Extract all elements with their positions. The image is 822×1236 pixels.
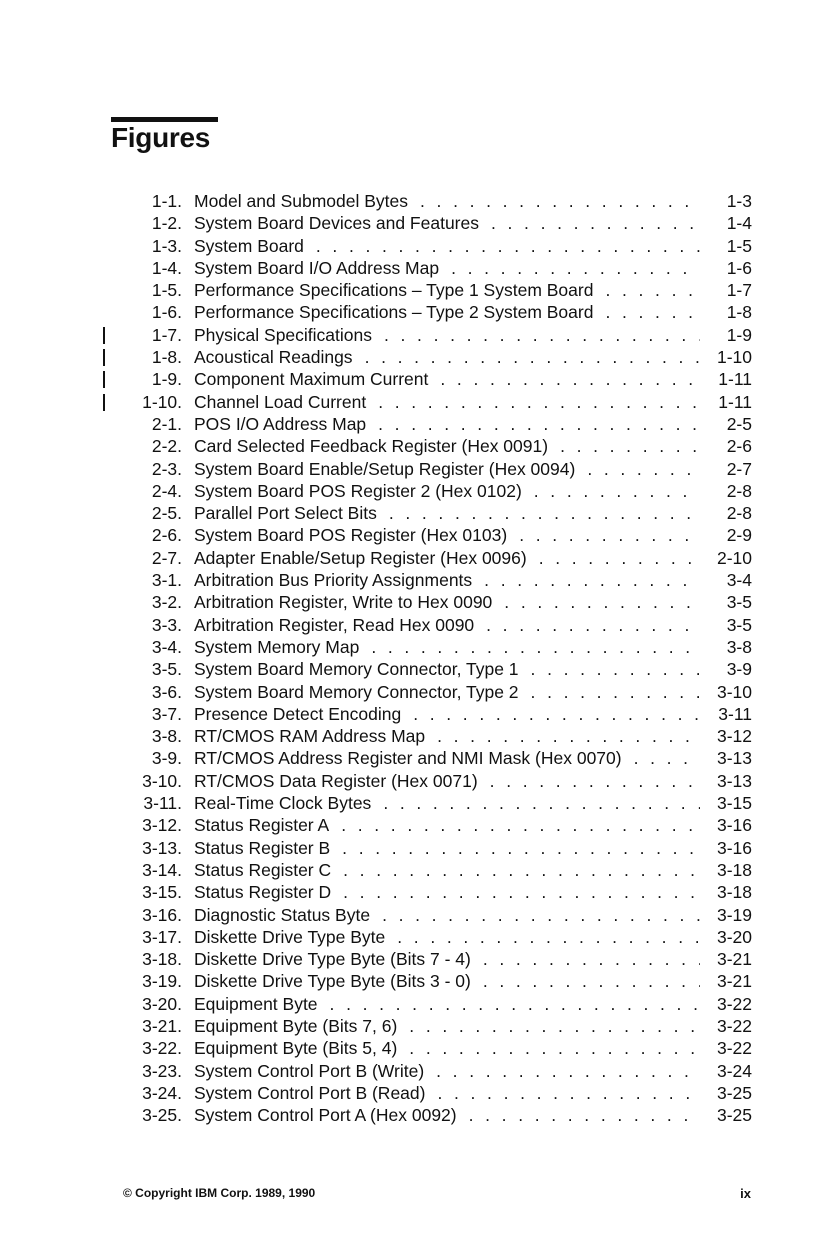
figure-title: Adapter Enable/Setup Register (Hex 0096) bbox=[194, 547, 527, 568]
figure-title: Arbitration Bus Priority Assignments bbox=[194, 570, 473, 591]
figure-number: 3-7. bbox=[151, 703, 182, 724]
figure-number: 3-17. bbox=[142, 926, 182, 947]
dot-leader bbox=[634, 747, 700, 769]
dot-leader bbox=[440, 368, 700, 390]
dot-leader bbox=[451, 257, 700, 279]
dot-leader bbox=[483, 970, 700, 992]
figure-page: 1-6 bbox=[726, 257, 752, 278]
figure-title: Presence Detect Encoding bbox=[194, 703, 402, 724]
figure-number: 3-4. bbox=[151, 636, 182, 657]
figure-entry[interactable] bbox=[100, 368, 760, 390]
figure-title: POS I/O Address Map bbox=[194, 413, 367, 434]
figure-page: 3-16 bbox=[716, 837, 752, 858]
figure-page: 3-12 bbox=[716, 726, 752, 747]
figure-number: 3-9. bbox=[151, 748, 182, 769]
figure-entry[interactable] bbox=[100, 524, 760, 546]
figure-page: 3-9 bbox=[726, 659, 752, 680]
figure-title: RT/CMOS Address Register and NMI Mask (Hex 0070) bbox=[194, 748, 622, 769]
dot-leader bbox=[382, 904, 700, 926]
figure-title: Status Register D bbox=[194, 882, 332, 903]
figure-number: 2-1. bbox=[151, 413, 182, 434]
dot-leader bbox=[436, 1060, 700, 1082]
page-title: Figures bbox=[111, 122, 211, 153]
dot-leader bbox=[490, 770, 700, 792]
figure-entry[interactable] bbox=[100, 1060, 760, 1082]
figure-entry[interactable] bbox=[100, 279, 760, 301]
dot-leader bbox=[420, 190, 700, 212]
figure-number: 3-16. bbox=[142, 904, 182, 925]
figure-title: Diskette Drive Type Byte (Bits 7 - 4) bbox=[194, 949, 471, 970]
figure-entry[interactable] bbox=[100, 970, 760, 992]
figure-title: Arbitration Register, Read Hex 0090 bbox=[194, 614, 475, 635]
dot-leader bbox=[491, 212, 700, 234]
figure-number: 2-6. bbox=[151, 525, 182, 546]
figure-entry[interactable] bbox=[100, 301, 760, 323]
figure-page: 3-19 bbox=[716, 904, 752, 925]
figure-page: 2-8 bbox=[726, 503, 752, 524]
copyright-notice: © Copyright IBM Corp. 1989, 1990 bbox=[123, 1186, 316, 1200]
figure-page: 3-16 bbox=[716, 815, 752, 836]
figure-title: System Control Port B (Read) bbox=[194, 1082, 426, 1103]
figure-entry[interactable] bbox=[100, 212, 760, 234]
figure-entry[interactable] bbox=[100, 502, 760, 524]
figure-number: 1-8. bbox=[151, 347, 182, 368]
figure-page: 2-8 bbox=[726, 480, 752, 501]
figure-page: 3-21 bbox=[716, 971, 752, 992]
dot-leader bbox=[534, 480, 700, 502]
figure-number: 3-20. bbox=[142, 993, 182, 1014]
dot-leader bbox=[316, 235, 700, 257]
figure-page: 1-5 bbox=[726, 235, 752, 256]
figure-entry[interactable] bbox=[100, 948, 760, 970]
figure-title: Status Register C bbox=[194, 859, 332, 880]
figure-entry[interactable] bbox=[100, 190, 760, 212]
figure-title: Parallel Port Select Bits bbox=[194, 503, 377, 524]
figure-title: System Board POS Register 2 (Hex 0102) bbox=[194, 480, 522, 501]
dot-leader bbox=[486, 614, 700, 636]
figure-title: System Control Port A (Hex 0092) bbox=[194, 1105, 457, 1126]
figure-entry[interactable] bbox=[100, 703, 760, 725]
figure-title: RT/CMOS Data Register (Hex 0071) bbox=[194, 770, 478, 791]
figure-page: 3-4 bbox=[726, 570, 752, 591]
figure-entry[interactable] bbox=[100, 681, 760, 703]
figure-number: 3-19. bbox=[142, 971, 182, 992]
figure-entry[interactable] bbox=[100, 904, 760, 926]
dot-leader bbox=[384, 324, 700, 346]
figure-number: 1-3. bbox=[151, 235, 182, 256]
figure-page: 2-6 bbox=[726, 436, 752, 457]
figure-page: 3-8 bbox=[726, 636, 752, 657]
dot-leader bbox=[341, 814, 700, 836]
figure-entry[interactable] bbox=[100, 859, 760, 881]
figure-entry[interactable] bbox=[100, 547, 760, 569]
figure-number: 1-6. bbox=[151, 302, 182, 323]
figure-title: Diskette Drive Type Byte (Bits 3 - 0) bbox=[194, 971, 471, 992]
figure-page: 1-8 bbox=[726, 302, 752, 323]
figure-page: 3-13 bbox=[716, 770, 752, 791]
figure-page: 3-24 bbox=[716, 1060, 752, 1081]
figure-number: 3-23. bbox=[142, 1060, 182, 1081]
figure-number: 3-24. bbox=[142, 1082, 182, 1103]
dot-leader bbox=[378, 413, 700, 435]
figure-title: Equipment Byte (Bits 5, 4) bbox=[194, 1038, 398, 1059]
figure-page: 1-7 bbox=[726, 280, 752, 301]
figure-title: System Board Memory Connector, Type 2 bbox=[194, 681, 519, 702]
figure-page: 2-9 bbox=[726, 525, 752, 546]
figure-number: 3-2. bbox=[151, 592, 182, 613]
figure-number: 3-21. bbox=[142, 1015, 182, 1036]
figure-entry[interactable] bbox=[100, 346, 760, 368]
dot-leader bbox=[409, 1037, 700, 1059]
figure-entry[interactable] bbox=[100, 591, 760, 613]
dot-leader bbox=[365, 346, 700, 368]
figure-entry[interactable] bbox=[100, 480, 760, 502]
figure-number: 3-15. bbox=[142, 882, 182, 903]
figure-entry[interactable] bbox=[100, 1015, 760, 1037]
figure-title: System Board Enable/Setup Register (Hex 0094) bbox=[194, 458, 576, 479]
dot-leader bbox=[483, 948, 700, 970]
figure-title: Equipment Byte bbox=[194, 993, 318, 1014]
figure-page: 3-15 bbox=[716, 793, 752, 814]
dot-leader bbox=[504, 591, 700, 613]
figure-page: 3-18 bbox=[716, 859, 752, 880]
figure-entry[interactable] bbox=[100, 458, 760, 480]
figure-number: 2-3. bbox=[151, 458, 182, 479]
dot-leader bbox=[343, 881, 700, 903]
figure-number: 2-5. bbox=[151, 503, 182, 524]
figure-number: 3-12. bbox=[142, 815, 182, 836]
figure-page: 3-11 bbox=[718, 703, 752, 724]
figure-title: System Board POS Register (Hex 0103) bbox=[194, 525, 508, 546]
dot-leader bbox=[519, 524, 700, 546]
figure-page: 3-18 bbox=[716, 882, 752, 903]
dot-leader bbox=[560, 435, 700, 457]
figure-page: 3-25 bbox=[716, 1105, 752, 1126]
figure-entry[interactable] bbox=[100, 569, 760, 591]
figure-number: 3-3. bbox=[151, 614, 182, 635]
figure-page: 3-5 bbox=[726, 614, 752, 635]
figure-list bbox=[100, 190, 760, 1126]
figure-title: Real-Time Clock Bytes bbox=[194, 793, 372, 814]
figure-entry[interactable] bbox=[100, 636, 760, 658]
figure-page: 3-21 bbox=[716, 949, 752, 970]
figure-entry[interactable] bbox=[100, 413, 760, 435]
figure-title: Equipment Byte (Bits 7, 6) bbox=[194, 1015, 398, 1036]
figure-title: System Memory Map bbox=[194, 636, 360, 657]
figure-number: 3-25. bbox=[142, 1105, 182, 1126]
figure-number: 3-13. bbox=[142, 837, 182, 858]
page-number: ix bbox=[740, 1186, 751, 1201]
dot-leader bbox=[531, 658, 700, 680]
figure-entry[interactable] bbox=[100, 435, 760, 457]
figure-number: 3-18. bbox=[142, 949, 182, 970]
figure-number: 2-2. bbox=[151, 436, 182, 457]
dot-leader bbox=[605, 279, 700, 301]
figure-entry[interactable] bbox=[100, 257, 760, 279]
figure-title: Card Selected Feedback Register (Hex 0091) bbox=[194, 436, 549, 457]
figure-number: 3-8. bbox=[151, 726, 182, 747]
figure-title: Arbitration Register, Write to Hex 0090 bbox=[194, 592, 493, 613]
figure-title: System Board bbox=[194, 235, 304, 256]
figure-page: 1-3 bbox=[726, 191, 752, 211]
figure-title: RT/CMOS RAM Address Map bbox=[194, 726, 426, 747]
figure-number: 3-5. bbox=[151, 659, 182, 680]
dot-leader bbox=[539, 547, 700, 569]
figure-number: 1-4. bbox=[151, 257, 182, 278]
dot-leader bbox=[342, 837, 700, 859]
figure-number: 3-6. bbox=[151, 681, 182, 702]
figure-entry[interactable] bbox=[100, 792, 760, 814]
figure-number: 1-9. bbox=[151, 369, 182, 390]
figure-title: Status Register B bbox=[194, 837, 331, 858]
figure-entry[interactable] bbox=[100, 881, 760, 903]
figure-title: Status Register A bbox=[194, 815, 330, 836]
figure-page: 1-10 bbox=[716, 347, 752, 368]
dot-leader bbox=[397, 926, 700, 948]
figure-number: 3-14. bbox=[142, 859, 182, 880]
figure-number: 1-1. bbox=[151, 191, 182, 211]
figure-number: 1-10. bbox=[142, 391, 182, 412]
figure-page: 3-22 bbox=[716, 1038, 752, 1059]
figure-page: 3-20 bbox=[716, 926, 752, 947]
figure-page: 2-5 bbox=[726, 413, 752, 434]
figure-page: 1-11 bbox=[718, 369, 752, 390]
figure-title: Channel Load Current bbox=[194, 391, 367, 412]
figure-page: 3-13 bbox=[716, 748, 752, 769]
figure-page: 3-22 bbox=[716, 993, 752, 1014]
figure-entry[interactable] bbox=[100, 837, 760, 859]
figure-page: 1-11 bbox=[718, 391, 752, 412]
figure-page: 1-9 bbox=[726, 324, 752, 345]
dot-leader bbox=[409, 1015, 700, 1037]
figure-title: System Board I/O Address Map bbox=[194, 257, 440, 278]
dot-leader bbox=[469, 1104, 700, 1126]
figure-title: Component Maximum Current bbox=[194, 369, 429, 390]
figure-number: 2-7. bbox=[151, 547, 182, 568]
dot-leader bbox=[531, 681, 700, 703]
figure-title: System Board Memory Connector, Type 1 bbox=[194, 659, 519, 680]
figure-number: 3-11. bbox=[143, 793, 182, 814]
figure-title: System Control Port B (Write) bbox=[194, 1060, 425, 1081]
figure-entry[interactable] bbox=[100, 814, 760, 836]
figure-page: 2-7 bbox=[726, 458, 752, 479]
figure-page: 3-22 bbox=[716, 1015, 752, 1036]
figure-title: Performance Specifications – Type 1 System Board bbox=[194, 280, 594, 301]
dot-leader bbox=[413, 703, 700, 725]
figure-entry[interactable] bbox=[100, 725, 760, 747]
dot-leader bbox=[383, 792, 700, 814]
figure-page: 1-4 bbox=[726, 213, 752, 234]
dot-leader bbox=[437, 1082, 700, 1104]
figure-number: 3-1. bbox=[151, 570, 182, 591]
figure-number: 2-4. bbox=[151, 480, 182, 501]
figure-entry[interactable] bbox=[100, 324, 760, 346]
figure-title: Model and Submodel Bytes bbox=[194, 191, 409, 211]
figure-title: Diskette Drive Type Byte bbox=[194, 926, 386, 947]
dot-leader bbox=[378, 391, 700, 413]
dot-leader bbox=[437, 725, 700, 747]
figure-page: 2-10 bbox=[716, 547, 752, 568]
figure-entry[interactable] bbox=[100, 614, 760, 636]
figure-entry[interactable] bbox=[100, 1037, 760, 1059]
figure-page: 3-5 bbox=[726, 592, 752, 613]
figure-entry[interactable] bbox=[100, 1104, 760, 1126]
figure-entry[interactable] bbox=[100, 1082, 760, 1104]
figure-number: 1-7. bbox=[151, 324, 182, 345]
dot-leader bbox=[371, 636, 700, 658]
figure-entry[interactable] bbox=[100, 658, 760, 680]
figure-entry[interactable] bbox=[100, 993, 760, 1015]
figure-number: 1-2. bbox=[151, 213, 182, 234]
figure-entry[interactable] bbox=[100, 235, 760, 257]
figure-entry[interactable] bbox=[100, 770, 760, 792]
figure-title: Diagnostic Status Byte bbox=[194, 904, 371, 925]
figure-entry[interactable] bbox=[100, 926, 760, 948]
figure-number: 1-5. bbox=[151, 280, 182, 301]
figure-number: 3-10. bbox=[142, 770, 182, 791]
figure-page: 3-25 bbox=[716, 1082, 752, 1103]
figure-number: 3-22. bbox=[142, 1038, 182, 1059]
figure-title: Performance Specifications – Type 2 System Board bbox=[194, 302, 594, 323]
dot-leader bbox=[605, 301, 700, 323]
figure-entry[interactable] bbox=[100, 747, 760, 769]
dot-leader bbox=[330, 993, 700, 1015]
dot-leader bbox=[343, 859, 700, 881]
figure-title: Acoustical Readings bbox=[194, 347, 353, 368]
dot-leader bbox=[484, 569, 700, 591]
figure-title: Physical Specifications bbox=[194, 324, 372, 345]
figure-page: 3-10 bbox=[716, 681, 752, 702]
figure-entry[interactable] bbox=[100, 391, 760, 413]
figure-title: System Board Devices and Features bbox=[194, 213, 479, 234]
dot-leader bbox=[389, 502, 700, 524]
dot-leader bbox=[587, 458, 700, 480]
